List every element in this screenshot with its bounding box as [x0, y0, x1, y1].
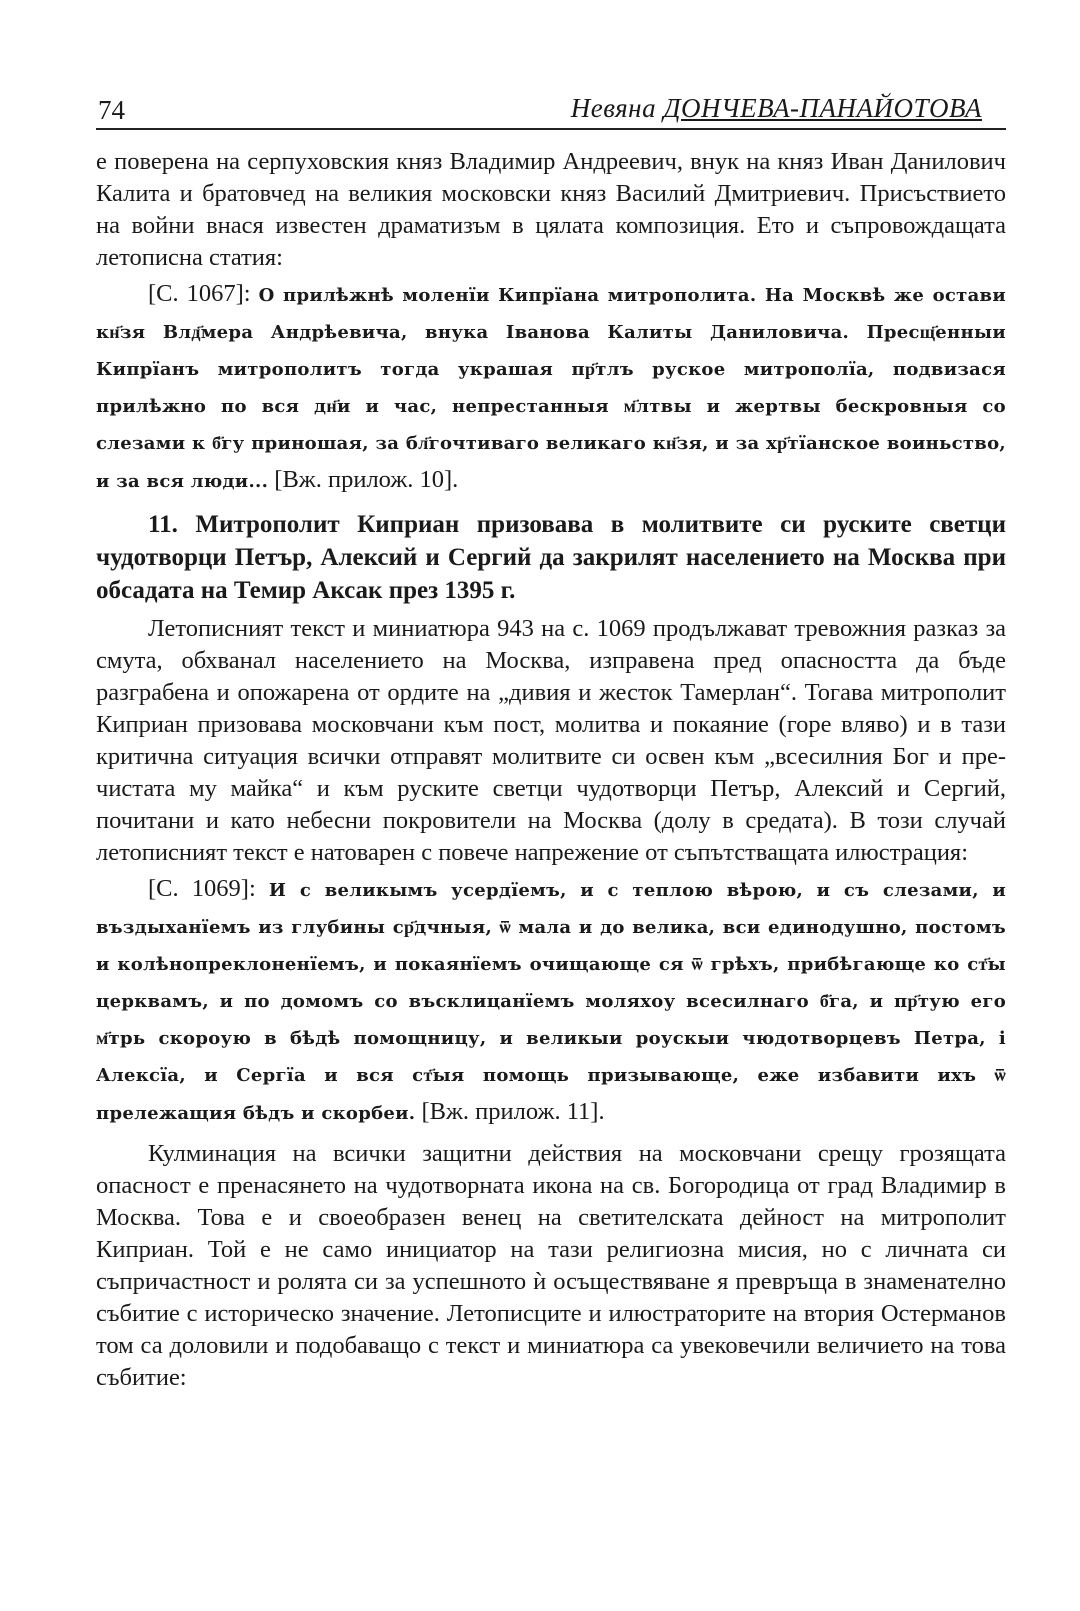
quote-2-slavonic-text: И с великымъ усердїемъ, и с теплою вѣрою, и съ слезами, и въздыханїемъ из глубины ср҃дчныя, ѿ мала и до велика, вси единодушно, постомъ и колѣнопреклоненїемъ, и покаянїемъ очищающе ся ѿ грѣхъ, прибѣгающе ко ст҃ы церквамъ, и по домомъ со въсклицанїемъ моляхоу всесилнаго б҃га, и пр҃тую его м҃трь скороую в бѣдѣ помощницу, и великыи роускыи чюдотворцевъ Петра, i Алексїа, и Сергїа и вся ст҃ыя помощь призывающе, еже избавити ихъ ѿ прележащия бѣдъ и скорбеи. — [96, 880, 1007, 1124]
paragraph-3: Кулминация на всички защитни действия на московчани срещу грозящата опасност е пренасянето на чудотворната икона на св. Богородица от град Владимир в Москва. Това е и своеобразен венец на светителската дейност на митрополит Киприан. Той е не само инициатор на тази религиозна мисия, но с личната си съпричастност и ролята си за успешното ѝ осъществяване я превръща в знаменателно събитие с историческо значение. Летописците и илюстраторите на втория Остерманов том са доловили и подобаващо с текст и миниатюра са увековечили величието на това събитие: — [96, 1140, 1006, 1391]
quote-2-appendix-ref: [Вж. прилож. 11]. — [415, 1098, 605, 1125]
section-heading-11: 11. Митрополит Киприан призовава в молитвите си руските светци чудотворци Петър, Алексий и Сергий да закрилят населението на Москва при обсадата на Темир Аксак през 1395 г. — [96, 511, 1006, 604]
paragraph-1: е поверена на серпуховския княз Владимир Андреевич, внук на княз Иван Данилович Калита и братовчед на великия московски княз Василий Дмитриевич. Присъствието на войни внася известен драматизъм в цялата композиция. Ето и съпровождащата летописна статия: — [96, 148, 1006, 271]
quote-1-appendix-ref: [Вж. прилож. 10]. — [268, 466, 459, 493]
author-running-title — [571, 93, 982, 124]
body-text — [96, 146, 1006, 1394]
paragraph-2: Летописният текст и миниатюра 943 на с. 1069 продължават тревожния разказ за смута, обхванал населението на Москва, изправена пред опасността да бъде разграбена и опожарена от ордите на „дивия и жесток Тамерлан“. Тогава митрополит Киприан призовава московчани към пост, молитва и покаяние (горе вляво) и в тази критична ситуация всички отправят молитвите си освен към „всесилния Бог и пречистата му майка“ и към руските светци чудотворци Петър, Алексий и Сергий, почитани и като небесни покровители на Москва (долу в средата). В този случай летописният текст е натоварен с повече напрежение от съпътстващата илюстрация: — [96, 615, 1006, 866]
quote-1-slavonic-text: О прилѣжнѣ моленїи Кипрїана митрополита. На Москвѣ же остави кн҃зя Влд҃мера Андрѣевича, внука Iванова Калиты Даниловича. Пресщ҃енныи Кипрїанъ митрополитъ тогда украшая пр҃тлъ руское митрополїа, подвизася прилѣжно по вся дн҃и и час, непрестанныя м҃лтвы и жертвы бескровныя со слезами к б҃гу приношая, за бл҃гочтиваго великаго кн҃зя, и за хр҃тїанское воиньство, и за вся люди... — [96, 285, 1007, 492]
chronicle-quote-2 — [96, 871, 1006, 1132]
book-page — [96, 80, 1006, 1394]
chronicle-quote-1 — [96, 276, 1006, 500]
author-first-name: Невяна — [570, 93, 664, 123]
page-number: 74 — [98, 95, 125, 125]
quote-1-reference: [С. 1067]: — [148, 280, 259, 307]
running-head — [96, 80, 1006, 130]
author-surname: ДОНЧЕВА-ПАНАЙОТОВА — [663, 93, 982, 123]
quote-2-reference: [С. 1069]: — [148, 875, 269, 902]
